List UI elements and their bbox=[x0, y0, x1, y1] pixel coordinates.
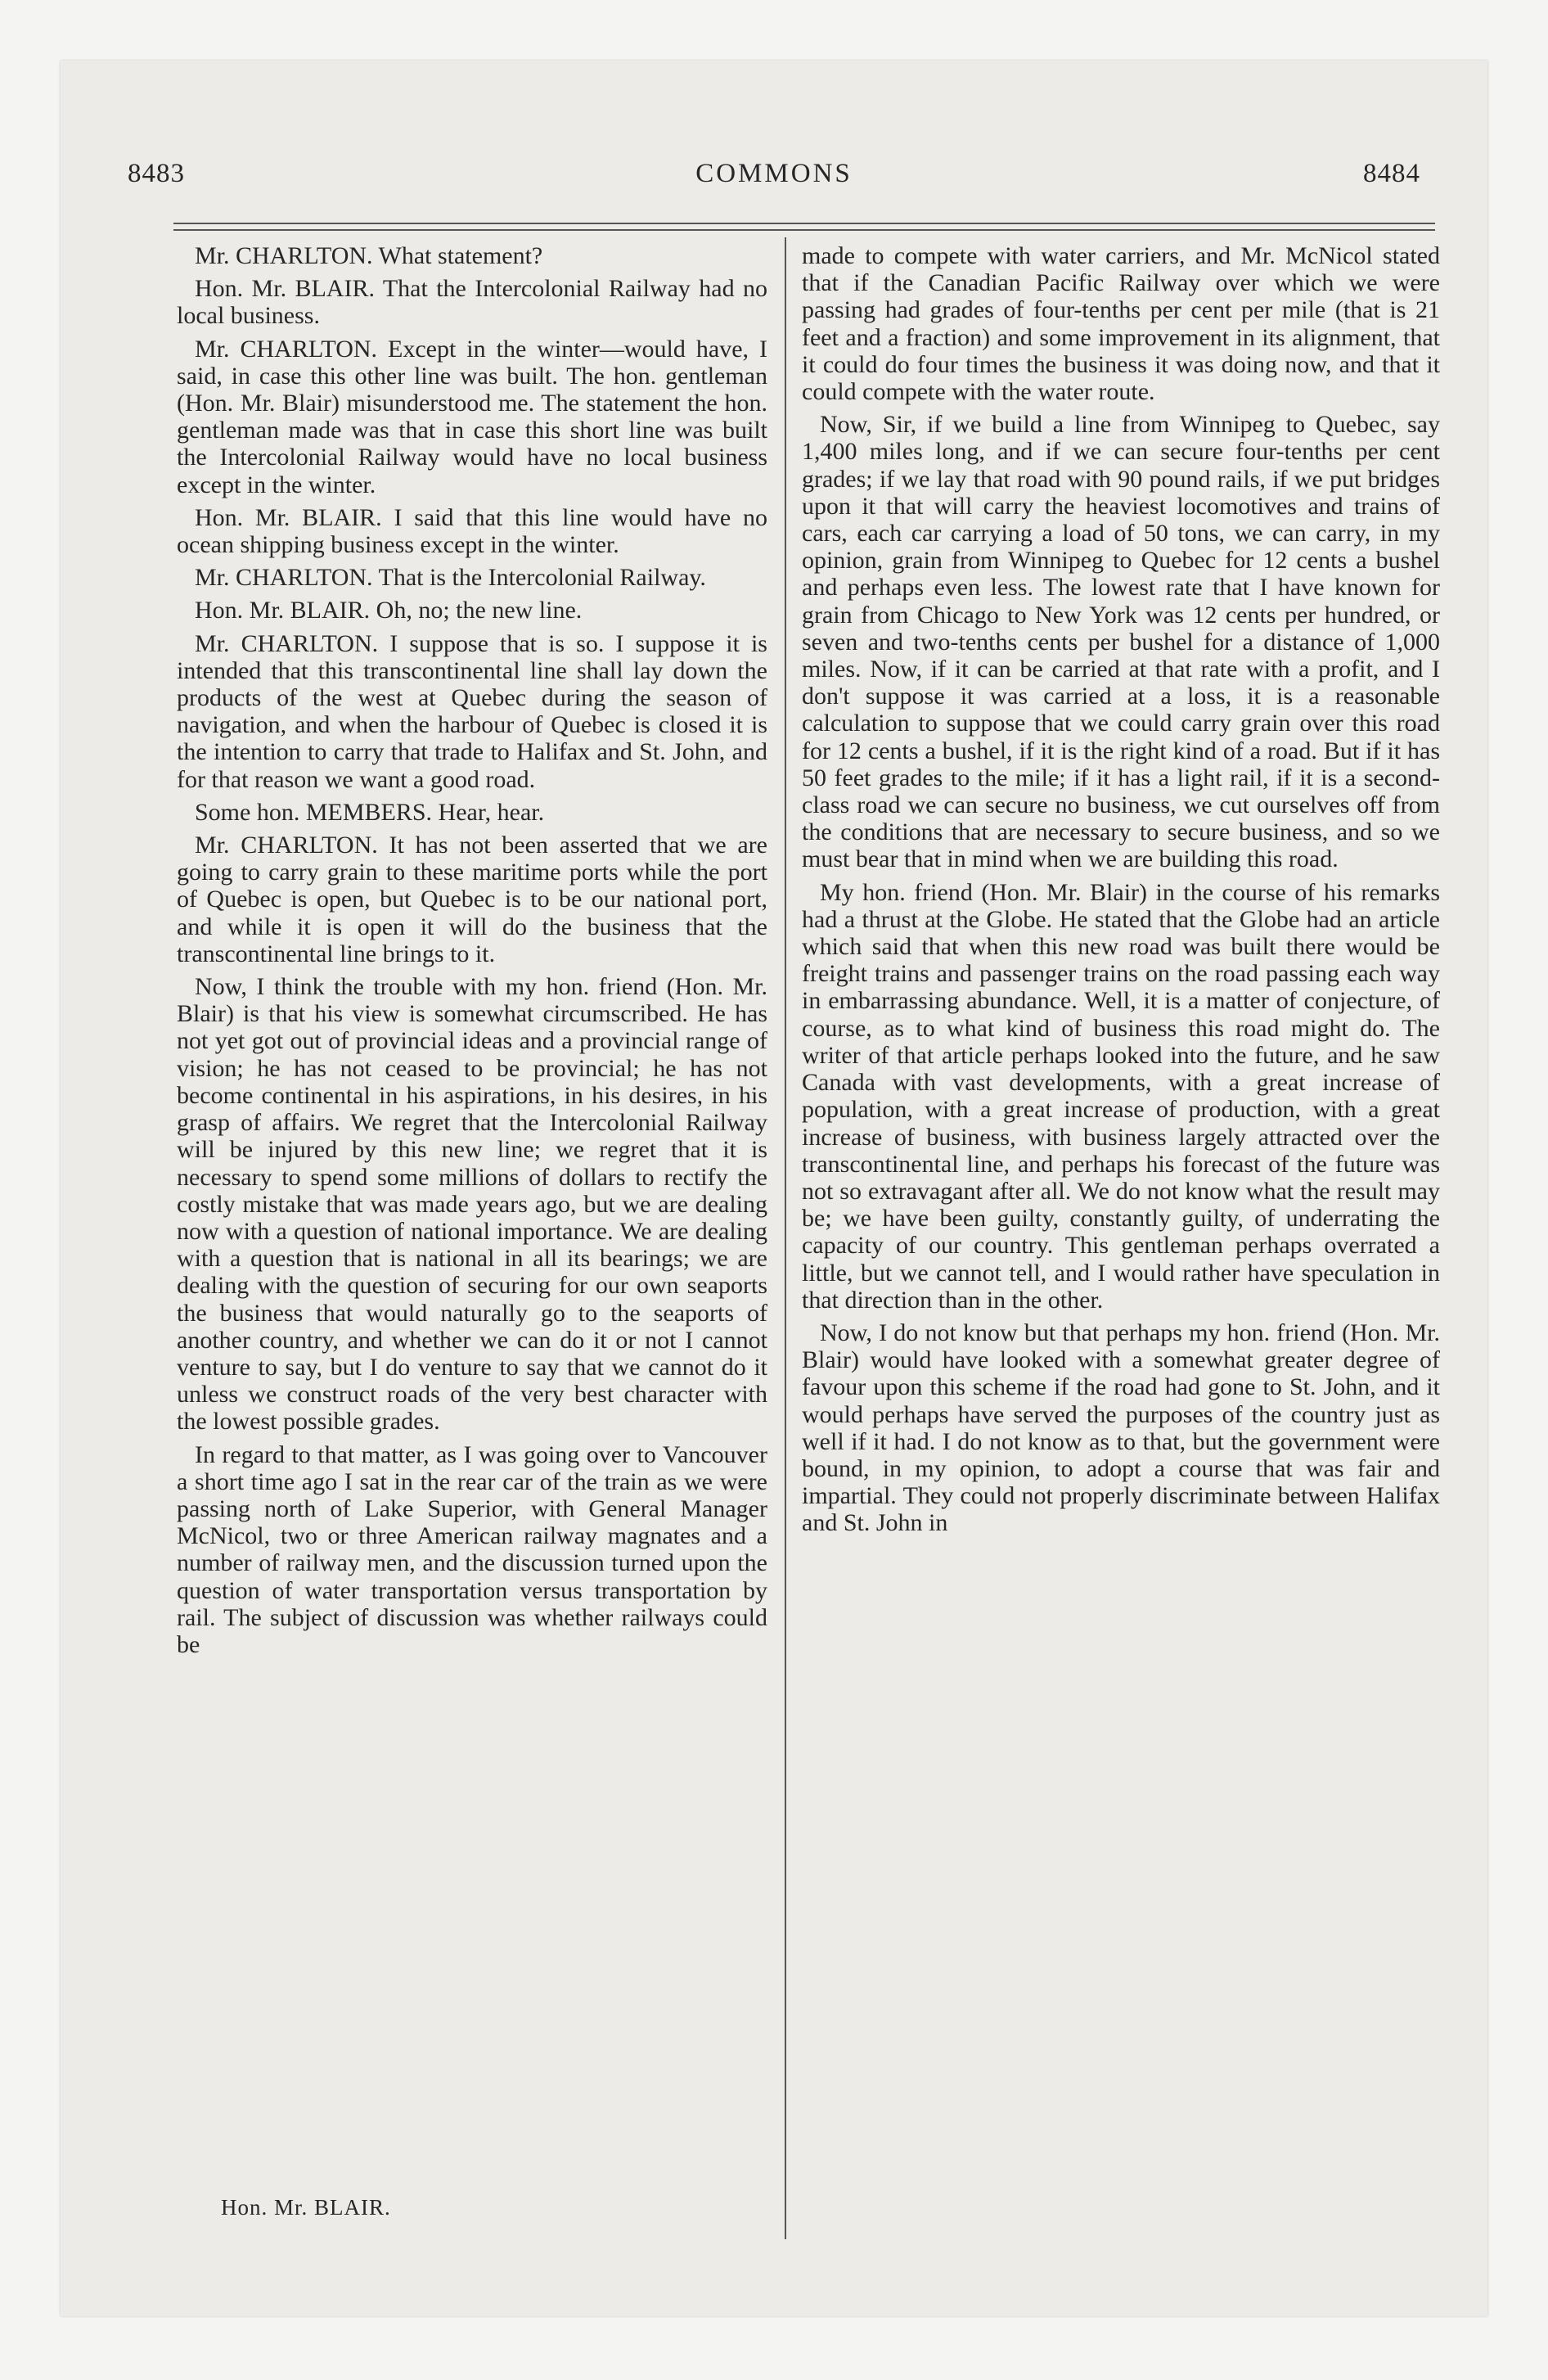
paragraph: Hon. Mr. BLAIR. I said that this line would have no ocean shipping business except in the winter. bbox=[177, 503, 767, 559]
column-divider bbox=[785, 237, 786, 2239]
paragraph: Mr. CHARLTON. Except in the winter—would have, I said, in case this other line was built. The hon. gentleman (Hon. Mr. Blair) misunderstood me. The statement the hon. gentleman made was that in case this short line was built the Intercolonial Railway would have no local business except in the winter. bbox=[177, 335, 767, 498]
header-rule-bottom bbox=[173, 229, 1435, 231]
paragraph: Mr. CHARLTON. That is the Intercolonial Railway. bbox=[195, 564, 706, 592]
paragraph: Now, Sir, if we build a line from Winnipeg to Quebec, say 1,400 miles long, and if we can secure four-tenths per cent grades; if we lay that road with 90 pound rails, if we put bridges upon it that will carry the heaviest locomotives and trains of cars, each car carrying a load of 50 tons, we can carry, in my opinion, grain from Winnipeg to Quebec for 12 cents a bushel and perhaps even less. The lowest rate that I have known for grain from Chicago to New York was 12 cents per hundred, or seven and two-tenths cents per bushel for a distance of 1,000 miles. Now, if it can be carried at that rate with a profit, and I don't suppose it was carried at a loss, it is a reasonable calculation to suppose that we could carry grain over this road for 12 cents a bushel, if it is the right kind of a road. But if it has 50 feet grades to the mile; if it has a light rail, if it is a second-class road we can secure no business, we cut ourselves off from the conditions that are necessary to secure business, and so we must bear that in mind when we are building this road. bbox=[802, 411, 1440, 873]
paragraph: Now, I think the trouble with my hon. friend (Hon. Mr. Blair) is that his view is somewhat circumscribed. He has not yet got out of provincial ideas and a provincial range of vision; he has not ceased to be provincial; he has not become continental in his aspirations, in his desires, in his grasp of affairs. We regret that the Intercolonial Railway will be injured by this new line; we regret that it is necessary to spend some millions of dollars to rectify the costly mistake that was made years ago, but we are dealing now with a question of national importance. We are dealing with a question that is national in all its bearings; we are dealing with the question of securing for our own seaports the business that would naturally go to the seaports of another country, and whether we can do it or not I cannot venture to say, but I do venture to say that we cannot do it unless we construct roads of the very best character with the lowest possible grades. bbox=[177, 973, 767, 1436]
paragraph: My hon. friend (Hon. Mr. Blair) in the course of his remarks had a thrust at the Globe. He stated that the Globe had an article which said that when this new road was built there would be freight trains and passenger trains on the road passing each way in embarrassing abundance. Well, it is a matter of conjecture, of course, as to what kind of business this road might do. The writer of that article perhaps looked into the future, and he saw Canada with vast developments, with a great increase of population, with a great increase of production, with a great increase of business, with business largely attracted over the transcontinental line, and perhaps his forecast of the future was not so extravagant after all. We do not know what the result may be; we have been guilty, constantly guilty, of underrating the capacity of our country. This gentleman perhaps overrated a little, but we cannot tell, and I would rather have speculation in that direction than in the other. bbox=[802, 878, 1440, 1314]
paragraph: Mr. CHARLTON. I suppose that is so. I suppose it is intended that this transcontinental line shall lay down the products of the west at Quebec during the season of navigation, and when the harbour of Quebec is closed it is the intention to carry that trade to Halifax and St. John, and for that reason we want a good road. bbox=[177, 629, 767, 793]
paragraph: Hon. Mr. BLAIR. Oh, no; the new line. bbox=[195, 597, 583, 624]
paragraph: Mr. CHARLTON. It has not been asserted that we are going to carry grain to these maritime ports while the port of Quebec is open, but Quebec is to be our national port, and while it is open it will do the business that the transcontinental line brings to it. bbox=[177, 832, 767, 967]
paragraph: Now, I do not know but that perhaps my hon. friend (Hon. Mr. Blair) would have looked with a somewhat greater degree of favour upon this scheme if the road had gone to St. John, and it would perhaps have served the purposes of the country just as well if it had. I do not know as to that, but the government were bound, in my opinion, to adopt a course that was fair and impartial. They could not properly discriminate between Halifax and St. John in bbox=[802, 1318, 1440, 1537]
page-number-left: 8483 bbox=[128, 159, 185, 188]
paragraph: In regard to that matter, as I was going over to Vancouver a short time ago I sat in the rear car of the train as we were passing north of Lake Superior, with General Manager McNicol, two or three American railway magnates and a number of railway men, and the discussion turned upon the question of water transportation versus transportation by rail. The subject of discussion was whether railways could be bbox=[177, 1440, 767, 1658]
header-rule-top bbox=[173, 223, 1435, 224]
paragraph: made to compete with water carriers, and Mr. McNicol stated that if the Canadian Pacific Railway over which we were passing had grades of four-tenths per cent per mile (that is 21 feet and a fraction) and some improvement in its alignment, that it could do four times the business it was doing now, and that it could compete with the water route. bbox=[802, 242, 1440, 406]
right-column bbox=[802, 242, 1440, 1543]
paragraph: Hon. Mr. BLAIR. That the Intercolonial Railway had no local business. bbox=[177, 275, 767, 330]
paragraph: Mr. CHARLTON. What statement? bbox=[195, 242, 543, 269]
page-number-right: 8484 bbox=[1363, 159, 1420, 188]
page bbox=[61, 61, 1487, 2316]
page-title: COMMONS bbox=[695, 159, 853, 188]
left-column bbox=[177, 242, 767, 1664]
paragraph: Some hon. MEMBERS. Hear, hear. bbox=[195, 798, 545, 826]
running-footer: Hon. Mr. BLAIR. bbox=[221, 2195, 391, 2220]
